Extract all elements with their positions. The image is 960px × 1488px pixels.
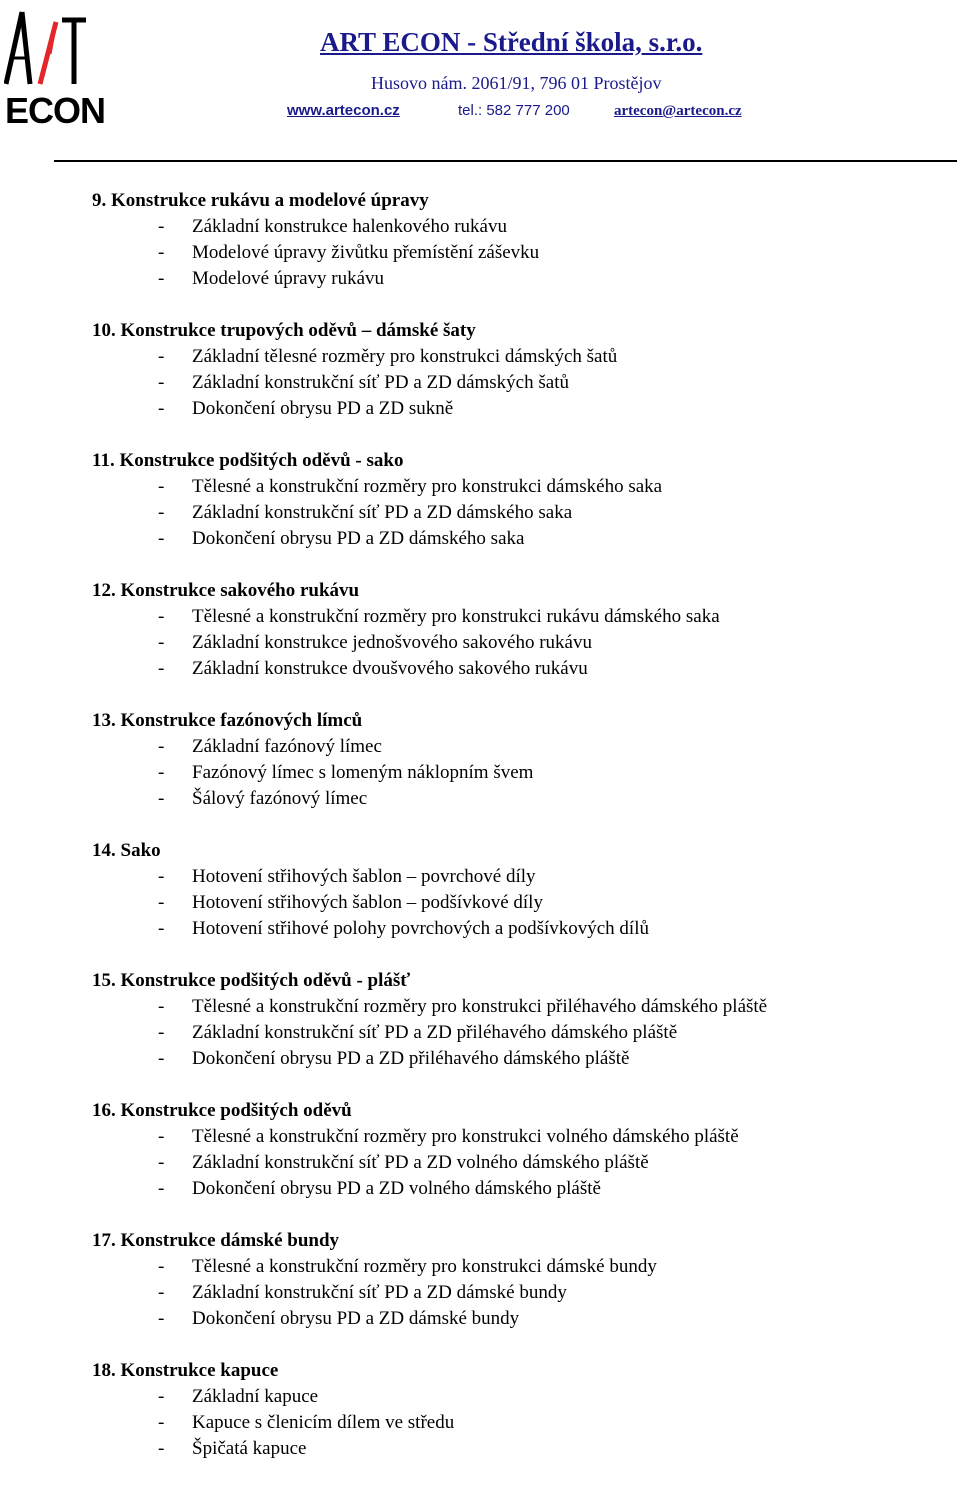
school-name: ART ECON - Střední škola, s.r.o. (320, 27, 703, 57)
subtopic-text: Modelové úpravy rukávu (192, 268, 385, 289)
website-link[interactable]: www.artecon.cz (287, 102, 400, 119)
subtopic-item (92, 370, 952, 396)
subtopic-item (92, 500, 952, 526)
topic-title: 9. Konstrukce rukávu a modelové úpravy (92, 190, 429, 211)
subtopic-text: Základní konstrukční síť PD a ZD dámských šatů (192, 372, 569, 393)
dash-bullet: - (158, 1412, 165, 1433)
dash-bullet: - (158, 1282, 165, 1303)
dash-bullet: - (158, 346, 165, 367)
dash-bullet: - (158, 398, 165, 419)
dash-bullet: - (158, 658, 165, 679)
subtopic-text: Tělesné a konstrukční rozměry pro konstrukci volného dámského pláště (192, 1126, 739, 1147)
dash-bullet: - (158, 762, 165, 783)
dash-bullet: - (158, 1126, 165, 1147)
subtopic-item (92, 1306, 952, 1332)
subtopic-list (92, 604, 952, 682)
header-divider (54, 160, 957, 162)
subtopic-item (92, 1384, 952, 1410)
dash-bullet: - (158, 476, 165, 497)
subtopic-text: Dokončení obrysu PD a ZD sukně (192, 398, 454, 419)
subtopic-item (92, 604, 952, 630)
topic-section (92, 838, 952, 942)
subtopic-text: Šálový fazónový límec (192, 788, 368, 809)
subtopic-text: Dokončení obrysu PD a ZD dámské bundy (192, 1308, 520, 1329)
topic-title: 15. Konstrukce podšitých oděvů - plášť (92, 970, 411, 991)
subtopic-item (92, 266, 952, 292)
dash-bullet: - (158, 1438, 165, 1459)
topic-title: 10. Konstrukce trupových oděvů – dámské šaty (92, 320, 476, 341)
subtopic-text: Modelové úpravy živůtku přemístění záševku (192, 242, 540, 263)
subtopic-text: Hotovení střihové polohy povrchových a podšívkových dílů (192, 918, 649, 939)
subtopic-item (92, 214, 952, 240)
subtopic-text: Tělesné a konstrukční rozměry pro konstrukci přiléhavého dámského pláště (192, 996, 768, 1017)
subtopic-item (92, 890, 952, 916)
topic-section (92, 448, 952, 552)
email-link[interactable]: artecon@artecon.cz (614, 103, 742, 119)
subtopic-text: Špičatá kapuce (192, 1438, 307, 1459)
topic-title: 13. Konstrukce fazónových límců (92, 710, 363, 731)
subtopic-list (92, 474, 952, 552)
subtopic-list (92, 734, 952, 812)
subtopic-item (92, 1150, 952, 1176)
topic-section (92, 578, 952, 682)
subtopic-item (92, 630, 952, 656)
topic-section (92, 708, 952, 812)
subtopic-item (92, 240, 952, 266)
subtopic-text: Hotovení střihových šablon – podšívkové díly (192, 892, 543, 913)
subtopic-text: Základní konstrukční síť PD a ZD přiléhavého dámského pláště (192, 1022, 678, 1043)
dash-bullet: - (158, 268, 165, 289)
subtopic-text: Tělesné a konstrukční rozměry pro konstrukci dámské bundy (192, 1256, 657, 1277)
dash-bullet: - (158, 632, 165, 653)
subtopic-text: Hotovení střihových šablon – povrchové díly (192, 866, 536, 887)
topic-title: 14. Sako (92, 840, 161, 861)
phone-number: tel.: 582 777 200 (458, 102, 570, 119)
logo-word: ECON (5, 90, 106, 131)
dash-bullet: - (158, 1256, 165, 1277)
subtopic-text: Základní konstrukce halenkového rukávu (192, 216, 507, 237)
topic-title: 17. Konstrukce dámské bundy (92, 1230, 340, 1251)
subtopic-item (92, 1254, 952, 1280)
subtopic-text: Dokončení obrysu PD a ZD přiléhavého dámského pláště (192, 1048, 630, 1069)
topic-section (92, 318, 952, 422)
dash-bullet: - (158, 788, 165, 809)
subtopic-text: Základní tělesné rozměry pro konstrukci dámských šatů (192, 346, 618, 367)
subtopic-text: Dokončení obrysu PD a ZD volného dámského pláště (192, 1178, 601, 1199)
topic-section (92, 188, 952, 292)
subtopic-item (92, 1176, 952, 1202)
dash-bullet: - (158, 918, 165, 939)
subtopic-item (92, 786, 952, 812)
subtopic-list (92, 1384, 952, 1462)
subtopic-item (92, 474, 952, 500)
subtopic-item (92, 1410, 952, 1436)
subtopic-list (92, 994, 952, 1072)
dash-bullet: - (158, 1152, 165, 1173)
subtopic-item (92, 344, 952, 370)
dash-bullet: - (158, 892, 165, 913)
subtopic-item (92, 1280, 952, 1306)
dash-bullet: - (158, 242, 165, 263)
subtopic-text: Základní konstrukční síť PD a ZD dámského saka (192, 502, 573, 523)
dash-bullet: - (158, 606, 165, 627)
dash-bullet: - (158, 1386, 165, 1407)
subtopic-text: Kapuce s členicím dílem ve středu (192, 1412, 455, 1433)
topic-title: 18. Konstrukce kapuce (92, 1360, 279, 1381)
subtopic-item (92, 1436, 952, 1462)
dash-bullet: - (158, 996, 165, 1017)
dash-bullet: - (158, 372, 165, 393)
subtopic-item (92, 396, 952, 422)
subtopic-item (92, 1046, 952, 1072)
subtopic-text: Základní konstrukce jednošvového sakového rukávu (192, 632, 592, 653)
art-econ-logo (4, 8, 106, 131)
subtopic-text: Základní kapuce (192, 1386, 319, 1407)
dash-bullet: - (158, 1022, 165, 1043)
dash-bullet: - (158, 1178, 165, 1199)
subtopic-text: Dokončení obrysu PD a ZD dámského saka (192, 528, 525, 549)
subtopic-item (92, 734, 952, 760)
subtopic-item (92, 526, 952, 552)
subtopic-item (92, 916, 952, 942)
dash-bullet: - (158, 866, 165, 887)
subtopic-text: Základní konstrukce dvoušvového sakového rukávu (192, 658, 588, 679)
dash-bullet: - (158, 528, 165, 549)
dash-bullet: - (158, 216, 165, 237)
subtopic-item (92, 1124, 952, 1150)
topic-section (92, 1358, 952, 1462)
subtopic-item (92, 864, 952, 890)
subtopic-list (92, 344, 952, 422)
school-address: Husovo nám. 2061/91, 796 01 Prostějov (371, 73, 662, 93)
subtopic-text: Fazónový límec s lomeným náklopním švem (192, 762, 534, 783)
topic-title: 12. Konstrukce sakového rukávu (92, 580, 360, 601)
dash-bullet: - (158, 1048, 165, 1069)
subtopic-list (92, 214, 952, 292)
subtopic-text: Tělesné a konstrukční rozměry pro konstrukci dámského saka (192, 476, 663, 497)
subtopic-list (92, 864, 952, 942)
subtopic-item (92, 760, 952, 786)
topics-list (92, 188, 952, 1488)
subtopic-list (92, 1254, 952, 1332)
subtopic-text: Tělesné a konstrukční rozměry pro konstrukci rukávu dámského saka (192, 606, 720, 627)
subtopic-text: Základní konstrukční síť PD a ZD dámské bundy (192, 1282, 567, 1303)
topic-title: 11. Konstrukce podšitých oděvů - sako (92, 450, 404, 471)
dash-bullet: - (158, 736, 165, 757)
subtopic-text: Základní konstrukční síť PD a ZD volného dámského pláště (192, 1152, 649, 1173)
dash-bullet: - (158, 1308, 165, 1329)
topic-section (92, 968, 952, 1072)
art-mark-icon (4, 8, 88, 92)
dash-bullet: - (158, 502, 165, 523)
subtopic-item (92, 656, 952, 682)
subtopic-item (92, 1020, 952, 1046)
topic-section (92, 1228, 952, 1332)
topic-section (92, 1098, 952, 1202)
topic-title: 16. Konstrukce podšitých oděvů (92, 1100, 352, 1121)
subtopic-text: Základní fazónový límec (192, 736, 382, 757)
subtopic-item (92, 994, 952, 1020)
document-header (0, 0, 960, 170)
subtopic-list (92, 1124, 952, 1202)
